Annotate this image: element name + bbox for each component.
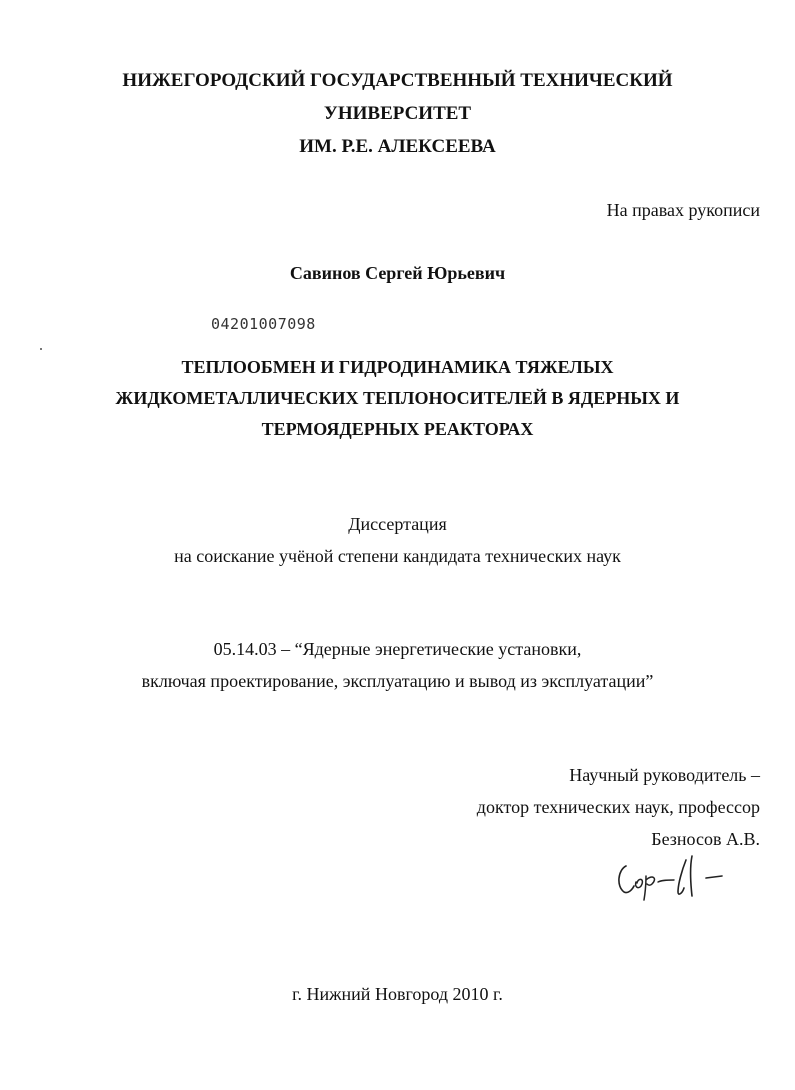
thesis-title-line1: ТЕПЛООБМЕН И ГИДРОДИНАМИКА ТЯЖЕЛЫХ	[181, 357, 614, 377]
university-name-line1: НИЖЕГОРОДСКИЙ ГОСУДАРСТВЕННЫЙ ТЕХНИЧЕСКИЙ	[122, 70, 673, 91]
registration-number: 04201007098	[211, 315, 316, 333]
supervisor-name: Безносов А.В.	[651, 829, 760, 849]
degree-type: Диссертация	[348, 514, 447, 534]
degree-description: на соискание учёной степени кандидата технических наук	[174, 546, 621, 566]
manuscript-note: На правах рукописи	[606, 200, 760, 220]
university-name-line2: УНИВЕРСИТЕТ	[323, 103, 472, 124]
specialty-line2: включая проектирование, эксплуатацию и вывод из эксплуатации”	[141, 671, 654, 691]
specialty-line1: 05.14.03 – “Ядерные энергетические установки,	[213, 639, 582, 659]
thesis-title-line2: ЖИДКОМЕТАЛЛИЧЕСКИХ ТЕПЛОНОСИТЕЛЕЙ В ЯДЕРНЫХ И	[115, 388, 680, 408]
author-name: Савинов Сергей Юрьевич	[289, 263, 506, 283]
supervisor-role: Научный руководитель –	[569, 765, 760, 785]
supervisor-degree: доктор технических наук, профессор	[476, 797, 760, 817]
thesis-title-line3: ТЕРМОЯДЕРНЫХ РЕАКТОРАХ	[261, 419, 534, 439]
scan-speck	[40, 348, 42, 350]
signature-icon	[612, 852, 732, 902]
place-and-year: г. Нижний Новгород 2010 г.	[292, 984, 503, 1004]
university-name-line3: ИМ. Р.Е. АЛЕКСЕЕВА	[299, 136, 496, 157]
